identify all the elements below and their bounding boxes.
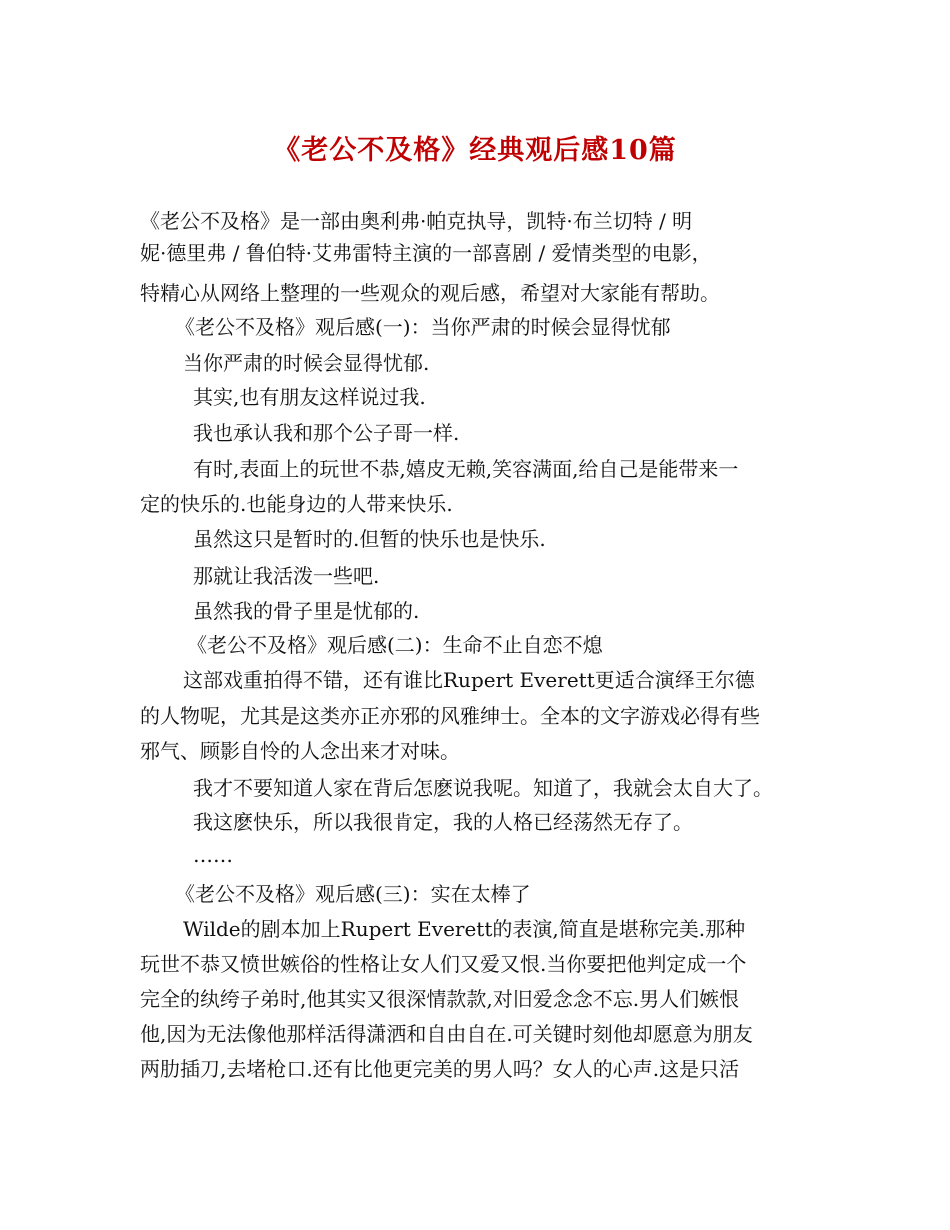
document-title: 《老公不及格》经典观后感10篇: [273, 135, 677, 166]
paragraph-line: 我才不要知道人家在背后怎麽说我呢。知道了，我就会太自大了。: [193, 776, 773, 800]
paragraph-line: 邪气、顾影自怜的人念出来才对味。: [140, 739, 460, 763]
paragraph-line: 完全的纨绔子弟时,他其实又很深情款款,对旧爱念念不忘.男人们嫉恨: [140, 987, 740, 1011]
paragraph-line: 我这麽快乐，所以我很肯定，我的人格已经荡然无存了。: [193, 810, 693, 834]
paragraph-line: 的人物呢，尤其是这类亦正亦邪的风雅绅士。全本的文字游戏必得有些: [140, 704, 760, 728]
paragraph-line: 定的快乐的.也能身边的人带来快乐.: [140, 492, 453, 516]
paragraph-line: 玩世不恭又愤世嫉俗的性格让女人们又爱又恨.当你要把他判定成一个: [140, 952, 747, 976]
paragraph-line: 当你严肃的时候会显得忧郁.: [183, 351, 430, 375]
paragraph-line: 虽然这只是暂时的.但暂的快乐也是快乐.: [193, 527, 546, 551]
ellipsis-line: ……: [193, 843, 233, 867]
paragraph-line: 《老公不及格》是一部由奥利弗·帕克执导，凯特·布兰切特 / 明: [140, 209, 693, 233]
paragraph-line: 虽然我的骨子里是忧郁的.: [193, 599, 420, 623]
paragraph-line: 两肋插刀,去堵枪口.还有比他更完美的男人吗？女人的心声.这是只活: [140, 1057, 740, 1081]
paragraph-line: 这部戏重拍得不错，还有谁比Rupert Everett更适合演绎王尔德: [183, 668, 755, 692]
section-heading: 《老公不及格》观后感(一)：当你严肃的时候会显得忧郁: [175, 315, 671, 339]
paragraph-line: 妮·德里弗 / 鲁伯特·艾弗雷特主演的一部喜剧 / 爱情类型的电影，: [140, 241, 712, 265]
paragraph-line: 有时,表面上的玩世不恭,嬉皮无赖,笑容满面,给自己是能带来一: [193, 457, 739, 481]
paragraph-line: 其实,也有朋友这样说过我.: [193, 385, 426, 409]
paragraph-line: 那就让我活泼一些吧.: [193, 564, 380, 588]
paragraph-line: Wilde的剧本加上Rupert Everett的表演,简直是堪称完美.那种: [183, 917, 746, 941]
paragraph-line: 他,因为无法像他那样活得潇洒和自由自在.可关键时刻他却愿意为朋友: [140, 1022, 753, 1046]
paragraph-line: 我也承认我和那个公子哥一样.: [193, 421, 460, 445]
section-heading: 《老公不及格》观后感(三)：实在太棒了: [175, 882, 531, 906]
paragraph-line: 特精心从网络上整理的一些观众的观后感，希望对大家能有帮助。: [140, 281, 720, 305]
section-heading: 《老公不及格》观后感(二)：生命不止自恋不熄: [187, 633, 603, 657]
